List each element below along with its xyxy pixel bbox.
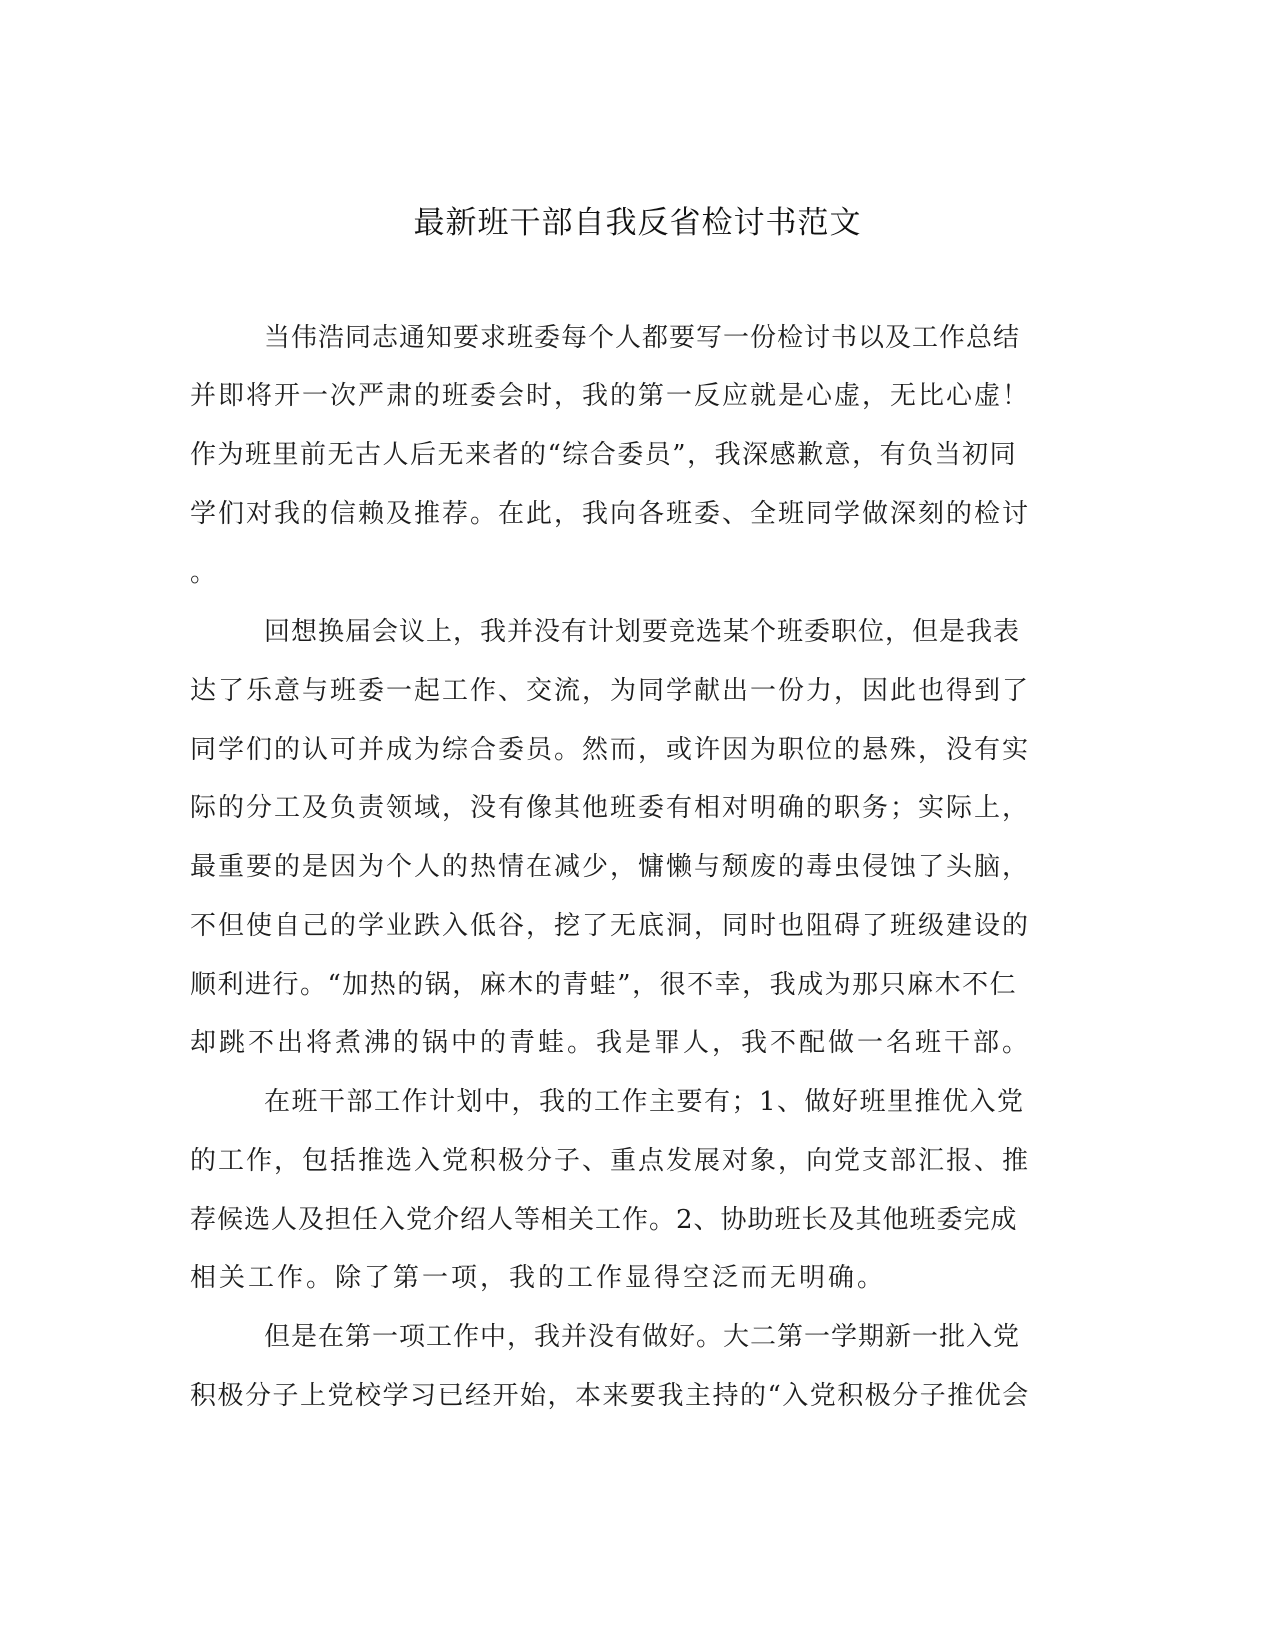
paragraph-2-line-6: 不但使自己的学业跌入低谷，挖了无底洞，同时也阻碍了班级建设的 [190, 911, 1031, 941]
paragraph-2-line-7: 顺利进行。“加热的锅，麻木的青蛙”，很不幸，我成为那只麻木不仁 [190, 970, 1018, 1000]
paragraph-3-line-1: 在班干部工作计划中，我的工作主要有；1、做好班里推优入党 [264, 1087, 1025, 1117]
paragraph-2-line-5: 最重要的是因为个人的热情在减少，慵懒与颓废的毒虫侵蚀了头脑， [190, 852, 1031, 882]
paragraph-1-line-4: 学们对我的信赖及推荐。在此，我向各班委、全班同学做深刻的检讨 [190, 499, 1031, 529]
paragraph-2-line-4: 际的分工及负责领域，没有像其他班委有相对明确的职务；实际上， [190, 793, 1031, 823]
paragraph-2-line-1: 回想换届会议上，我并没有计划要竞选某个班委职位，但是我表 [264, 617, 1021, 647]
paragraph-2-line-3: 同学们的认可并成为综合委员。然而，或许因为职位的悬殊，没有实 [190, 735, 1031, 765]
paragraph-1-line-5: 。 [190, 558, 217, 588]
paragraph-3-line-3: 荐候选人及担任入党介绍人等相关工作。2、协助班长及其他班委完成 [190, 1205, 1018, 1235]
paragraph-1-line-1: 当伟浩同志通知要求班委每个人都要写一份检讨书以及工作总结 [264, 323, 1021, 353]
paragraph-4-line-1: 但是在第一项工作中，我并没有做好。大二第一学期新一批入党 [264, 1322, 1021, 1352]
document-title: 最新班干部自我反省检讨书范文 [413, 205, 862, 241]
paragraph-3-line-4: 相关工作。除了第一项，我的工作显得空泛而无明确。 [190, 1263, 887, 1293]
paragraph-3-line-2: 的工作，包括推选入党积极分子、重点发展对象，向党支部汇报、推 [190, 1146, 1031, 1176]
paragraph-2-line-8: 却跳不出将煮沸的锅中的青蛙。我是罪人，我不配做一名班干部。 [190, 1028, 1032, 1058]
paragraph-2-line-2: 达了乐意与班委一起工作、交流，为同学献出一份力，因此也得到了 [190, 676, 1031, 706]
paragraph-1-line-2: 并即将开一次严肃的班委会时，我的第一反应就是心虚，无比心虚！ [190, 381, 1031, 411]
paragraph-4-line-2: 积极分子上党校学习已经开始，本来要我主持的“入党积极分子推优会 [190, 1381, 1030, 1411]
paragraph-1-line-3: 作为班里前无古人后无来者的“综合委员”，我深感歉意，有负当初同 [190, 440, 1018, 470]
